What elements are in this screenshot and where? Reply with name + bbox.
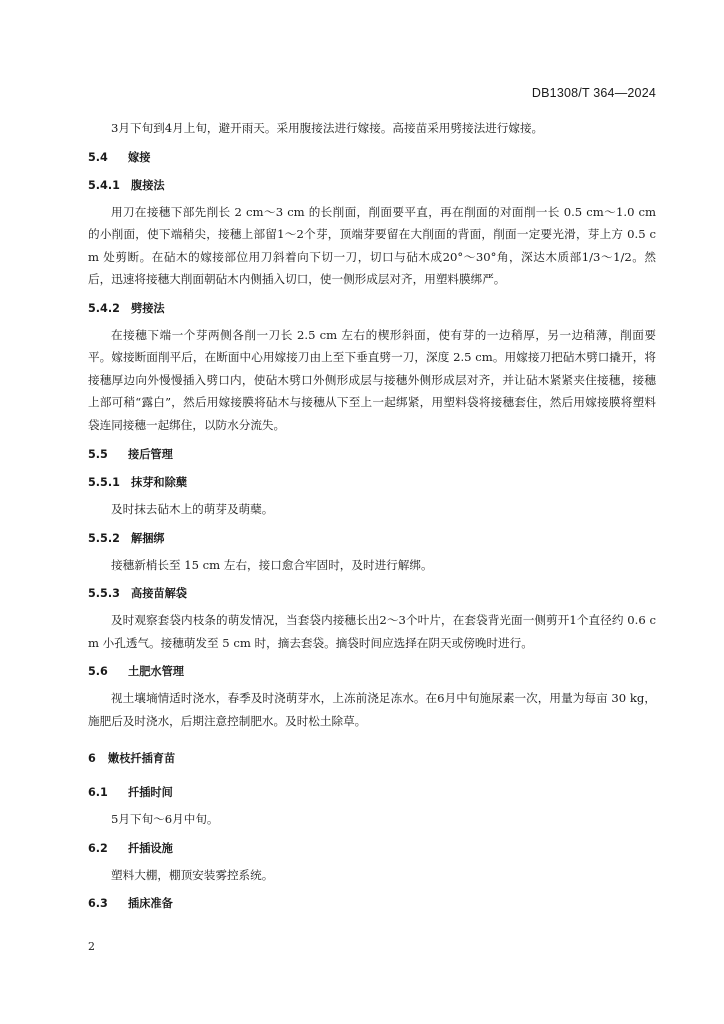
heading-5-6 [88,663,656,681]
heading-5-4 [88,149,656,167]
heading-number: 5.5 [88,448,108,461]
heading-number: 6.3 [88,897,108,910]
heading-number: 5.4.1 [88,178,120,192]
heading-number: 6.2 [88,841,108,855]
heading-title: 腹接法 [131,178,165,192]
page-number: 2 [88,940,95,953]
intro-paragraph: 3月下旬到4月上旬，避开雨天。采用腹接法进行嫁接。高接苗采用劈接法进行嫁接。 [111,121,544,135]
heading-5-5 [88,446,656,464]
heading-title: 土肥水管理 [128,665,184,678]
heading-number: 5.4 [88,150,108,164]
paragraph-5-5-3: 及时观察套袋内枝条的萌发情况，当套袋内接穗长出2～3个叶片，在套袋背光面一侧剪开1个直径约 0.6 cm 小孔透气。接穗萌发至 5 cm 时，摘去套袋。摘袋时间应选择在阴天或傍晚时进行。 [88,613,656,650]
heading-title: 接后管理 [128,448,173,461]
heading-title: 嫩枝扦插育苗 [108,752,176,765]
heading-title: 扦插时间 [128,786,173,799]
heading-number: 6 [88,752,96,765]
paragraph-5-6: 视土壤墒情适时浇水，春季及时浇萌芽水，上冻前浇足冻水。在6月中旬施尿素一次，用量为每亩 30 kg，施肥后及时浇水，后期注意控制肥水。及时松土除草。 [88,691,656,728]
heading-6-1 [88,784,656,802]
heading-title: 高接苗解袋 [131,587,187,600]
heading-number: 6.1 [88,786,108,799]
page-content [88,117,656,913]
heading-title: 解捆绑 [131,531,165,545]
paragraph-5-4-1: 用刀在接穗下部先削长 2 cm～3 cm 的长削面，削面要平直，再在削面的对面削一长 0.5 cm～1.0 cm 的小削面，使下端稍尖，接穗上部留1～2个芽，顶端芽要留在大削面的背面，削面一定要光滑，芽上方 0.5 cm 处剪断。在砧木的嫁接部位用刀斜着向下切一刀，切口与砧木成20°～30°角，深达木质部1/3～1/2。然后，迅速将接穗大削面朝砧木内侧插入切口，使一侧形成层对齐，用塑料膜绑严。 [88,204,656,286]
heading-title: 抹芽和除蘖 [131,476,187,489]
heading-title: 劈接法 [131,301,165,315]
heading-5-5-3 [88,585,656,603]
heading-number: 5.6 [88,665,108,678]
heading-number: 5.5.2 [88,531,120,545]
paragraph-5-5-2: 接穗新梢长至 15 cm 左右，接口愈合牢固时，及时进行解绑。 [111,557,433,572]
document-code: DB1308/T 364—2024 [531,86,656,100]
heading-5-5-2 [88,530,656,548]
paragraph-5-4-2: 在接穗下端一个芽两侧各削一刀长 2.5 cm 左右的楔形斜面，使有芽的一边稍厚，另一边稍薄，削面要平。嫁接断面削平后，在断面中心用嫁接刀由上至下垂直劈一刀，深度 2.5 cm。用嫁接刀把砧木劈口撬开，将接穗厚边向外慢慢插入劈口内，使砧木劈口外侧形成层与接穗外侧形成层对齐，并让砧木紧紧夹住接穗，接穗上部可稍“露白”，然后用嫁接膜将砧木与接穗从下至上一起绑紧，用塑料袋将接穗套住，然后用嫁接膜将塑料袋连同接穗一起绑住，以防水分流失。 [88,327,656,432]
heading-title: 嫁接 [128,150,151,164]
heading-title: 扦插设施 [128,841,173,855]
heading-number: 5.4.2 [88,301,120,315]
heading-6-3 [88,895,656,913]
heading-5-4-2 [88,300,656,318]
heading-title: 插床准备 [128,897,173,910]
heading-5-4-1 [88,177,656,195]
paragraph-5-5-1: 及时抹去砧木上的萌芽及萌蘖。 [111,502,274,516]
heading-6 [88,750,656,768]
heading-6-2 [88,840,656,858]
heading-number: 5.5.1 [88,476,120,489]
paragraph-6-2: 塑料大棚，棚顶安装雾控系统。 [111,867,274,882]
heading-number: 5.5.3 [88,587,120,600]
heading-5-5-1 [88,474,656,492]
paragraph-6-1: 5月下旬～6月中旬。 [111,812,219,826]
